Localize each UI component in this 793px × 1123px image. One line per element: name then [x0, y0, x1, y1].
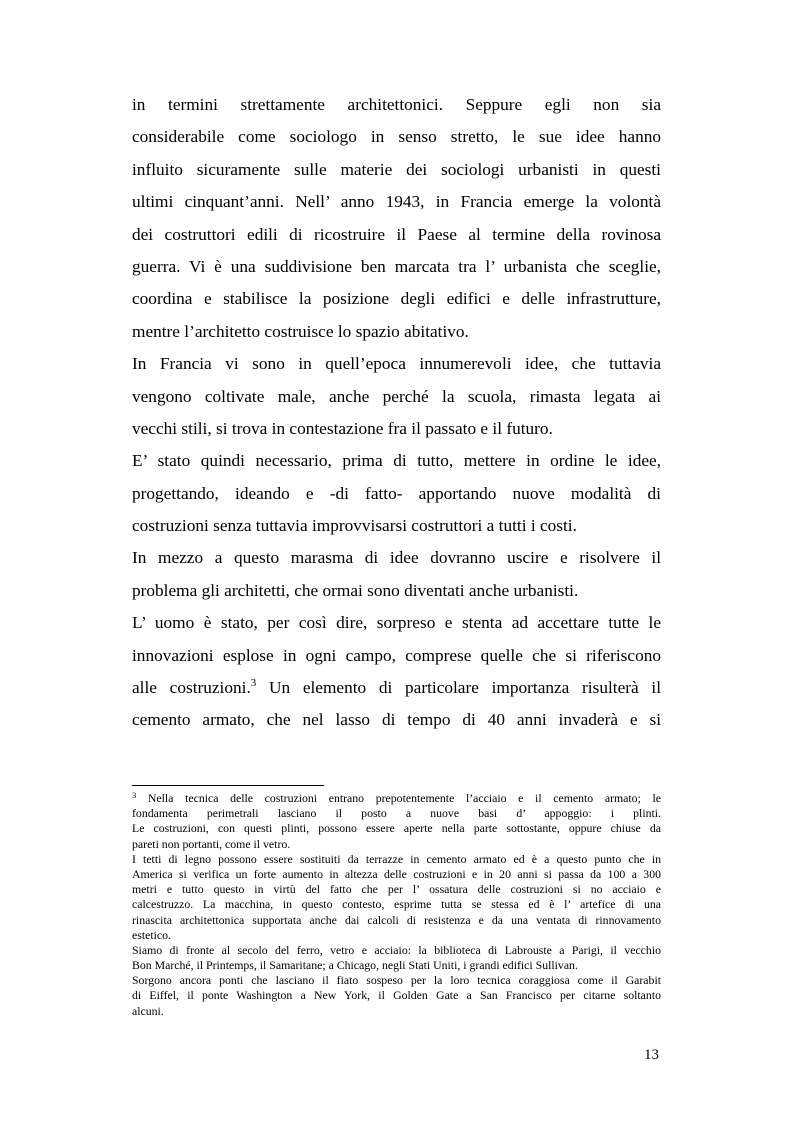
footnote-line: estetico. [132, 927, 171, 942]
body-line: L’ uomo è stato, per così dire, sorpreso e stenta ad accettare tutte le [132, 613, 661, 633]
page-number: 13 [644, 1047, 659, 1063]
body-line: considerabile come sociologo in senso stretto, le sue idee hanno [132, 127, 661, 147]
body-line: vengono coltivate male, anche perché la scuola, rimasta legata ai [132, 386, 661, 406]
body-line: mentre l’architetto costruisce lo spazio abitativo. [132, 321, 469, 341]
footnote-line: I tetti di legno possono essere sostituiti da terrazze in cemento armato ed è a questo punto che in [132, 851, 661, 866]
body-line: progettando, ideando e -di fatto- apportando nuove modalità di [132, 483, 661, 503]
body-line-rest: Un elemento di particolare importanza risulterà il [268, 678, 661, 698]
footnote-line: metri e tutto questo in virtù del fatto che per l’ ossatura delle costruzioni si no acciaio e [132, 882, 661, 897]
body-line-with-footnote-ref [132, 672, 661, 704]
footnote-line-text: Nella tecnica delle costruzioni entrano prepotentemente l’acciaio e il cemento armato; le [147, 791, 662, 805]
footnote-line: America si verifica un forte aumento in altezza delle costruzioni e in 20 anni si passa da 100 a 300 [132, 866, 661, 881]
body-line: coordina e stabilisce la posizione degli edifici e delle infrastrutture, [132, 289, 661, 309]
body-line: cemento armato, che nel lasso di tempo di 40 anni invaderà e si [132, 710, 661, 730]
body-line: In mezzo a questo marasma di idee dovranno uscire e risolvere il [132, 548, 661, 568]
footnote-line: rinascita architettonica supportata anche dai calcoli di resistenza e da una ventata di rinnovamento [132, 912, 661, 927]
body-line: vecchi stili, si trova in contestazione fra il passato e il futuro. [132, 418, 553, 438]
footnote-line [132, 791, 661, 806]
body-text [132, 89, 661, 737]
footnote-line: Sorgono ancora ponti che lasciano il fiato sospeso per la loro tecnica coraggiosa come il Garabit [132, 973, 661, 988]
footnote-line: fondamenta perimetrali lasciano il posto a nuove basi d’ appoggio: i plinti. [132, 806, 661, 821]
body-line: in termini strettamente architettonici. Seppure egli non sia [132, 95, 661, 114]
footnote-marker: 3 [132, 790, 137, 800]
footnote-reference[interactable]: 3 [250, 677, 257, 690]
body-line: E’ stato quindi necessario, prima di tutto, mettere in ordine le idee, [132, 451, 661, 471]
body-line: dei costruttori edili di ricostruire il Paese al termine della rovinosa [132, 224, 661, 244]
footnote-line: Bon Marché, il Printemps, il Samaritane; a Chicago, negli Stati Uniti, i grandi edifici Sullivan. [132, 958, 578, 973]
footnote-line: Le costruzioni, con questi plinti, possono essere aperte nella parte sottostante, oppure chiuse da [132, 821, 661, 836]
body-line: guerra. Vi è una suddivisione ben marcata tra l’ urbanista che sceglie, [132, 256, 661, 276]
body-line: innovazioni esplose in ogni campo, comprese quelle che si riferiscono [132, 645, 661, 665]
body-line-lead: alle costruzioni. [132, 678, 251, 698]
body-line: In Francia vi sono in quell’epoca innumerevoli idee, che tuttavia [132, 354, 661, 374]
footnote-line: Siamo di fronte al secolo del ferro, vetro e acciaio: la biblioteca di Labrouste a Parigi, il vecchio [132, 942, 661, 957]
footnote-line: pareti non portanti, come il vetro. [132, 836, 291, 851]
footnote-line: calcestruzzo. La macchina, in questo contesto, esprime tutta se stessa ed è l’ artefice di una [132, 897, 661, 912]
footnote-separator [132, 785, 324, 786]
body-line: influito sicuramente sulle materie dei sociologi urbanisti in questi [132, 159, 661, 179]
footnote-line: alcuni. [132, 1003, 164, 1018]
body-line: ultimi cinquant’anni. Nell’ anno 1943, in Francia emerge la volontà [132, 192, 661, 212]
body-line: problema gli architetti, che ormai sono diventati anche urbanisti. [132, 580, 579, 600]
footnote [132, 791, 661, 1019]
body-line: costruzioni senza tuttavia improvvisarsi costruttori a tutti i costi. [132, 516, 577, 536]
footnote-line: di Eiffel, il ponte Washington a New York, il Golden Gate a San Francisco per citarne soltanto [132, 988, 661, 1003]
